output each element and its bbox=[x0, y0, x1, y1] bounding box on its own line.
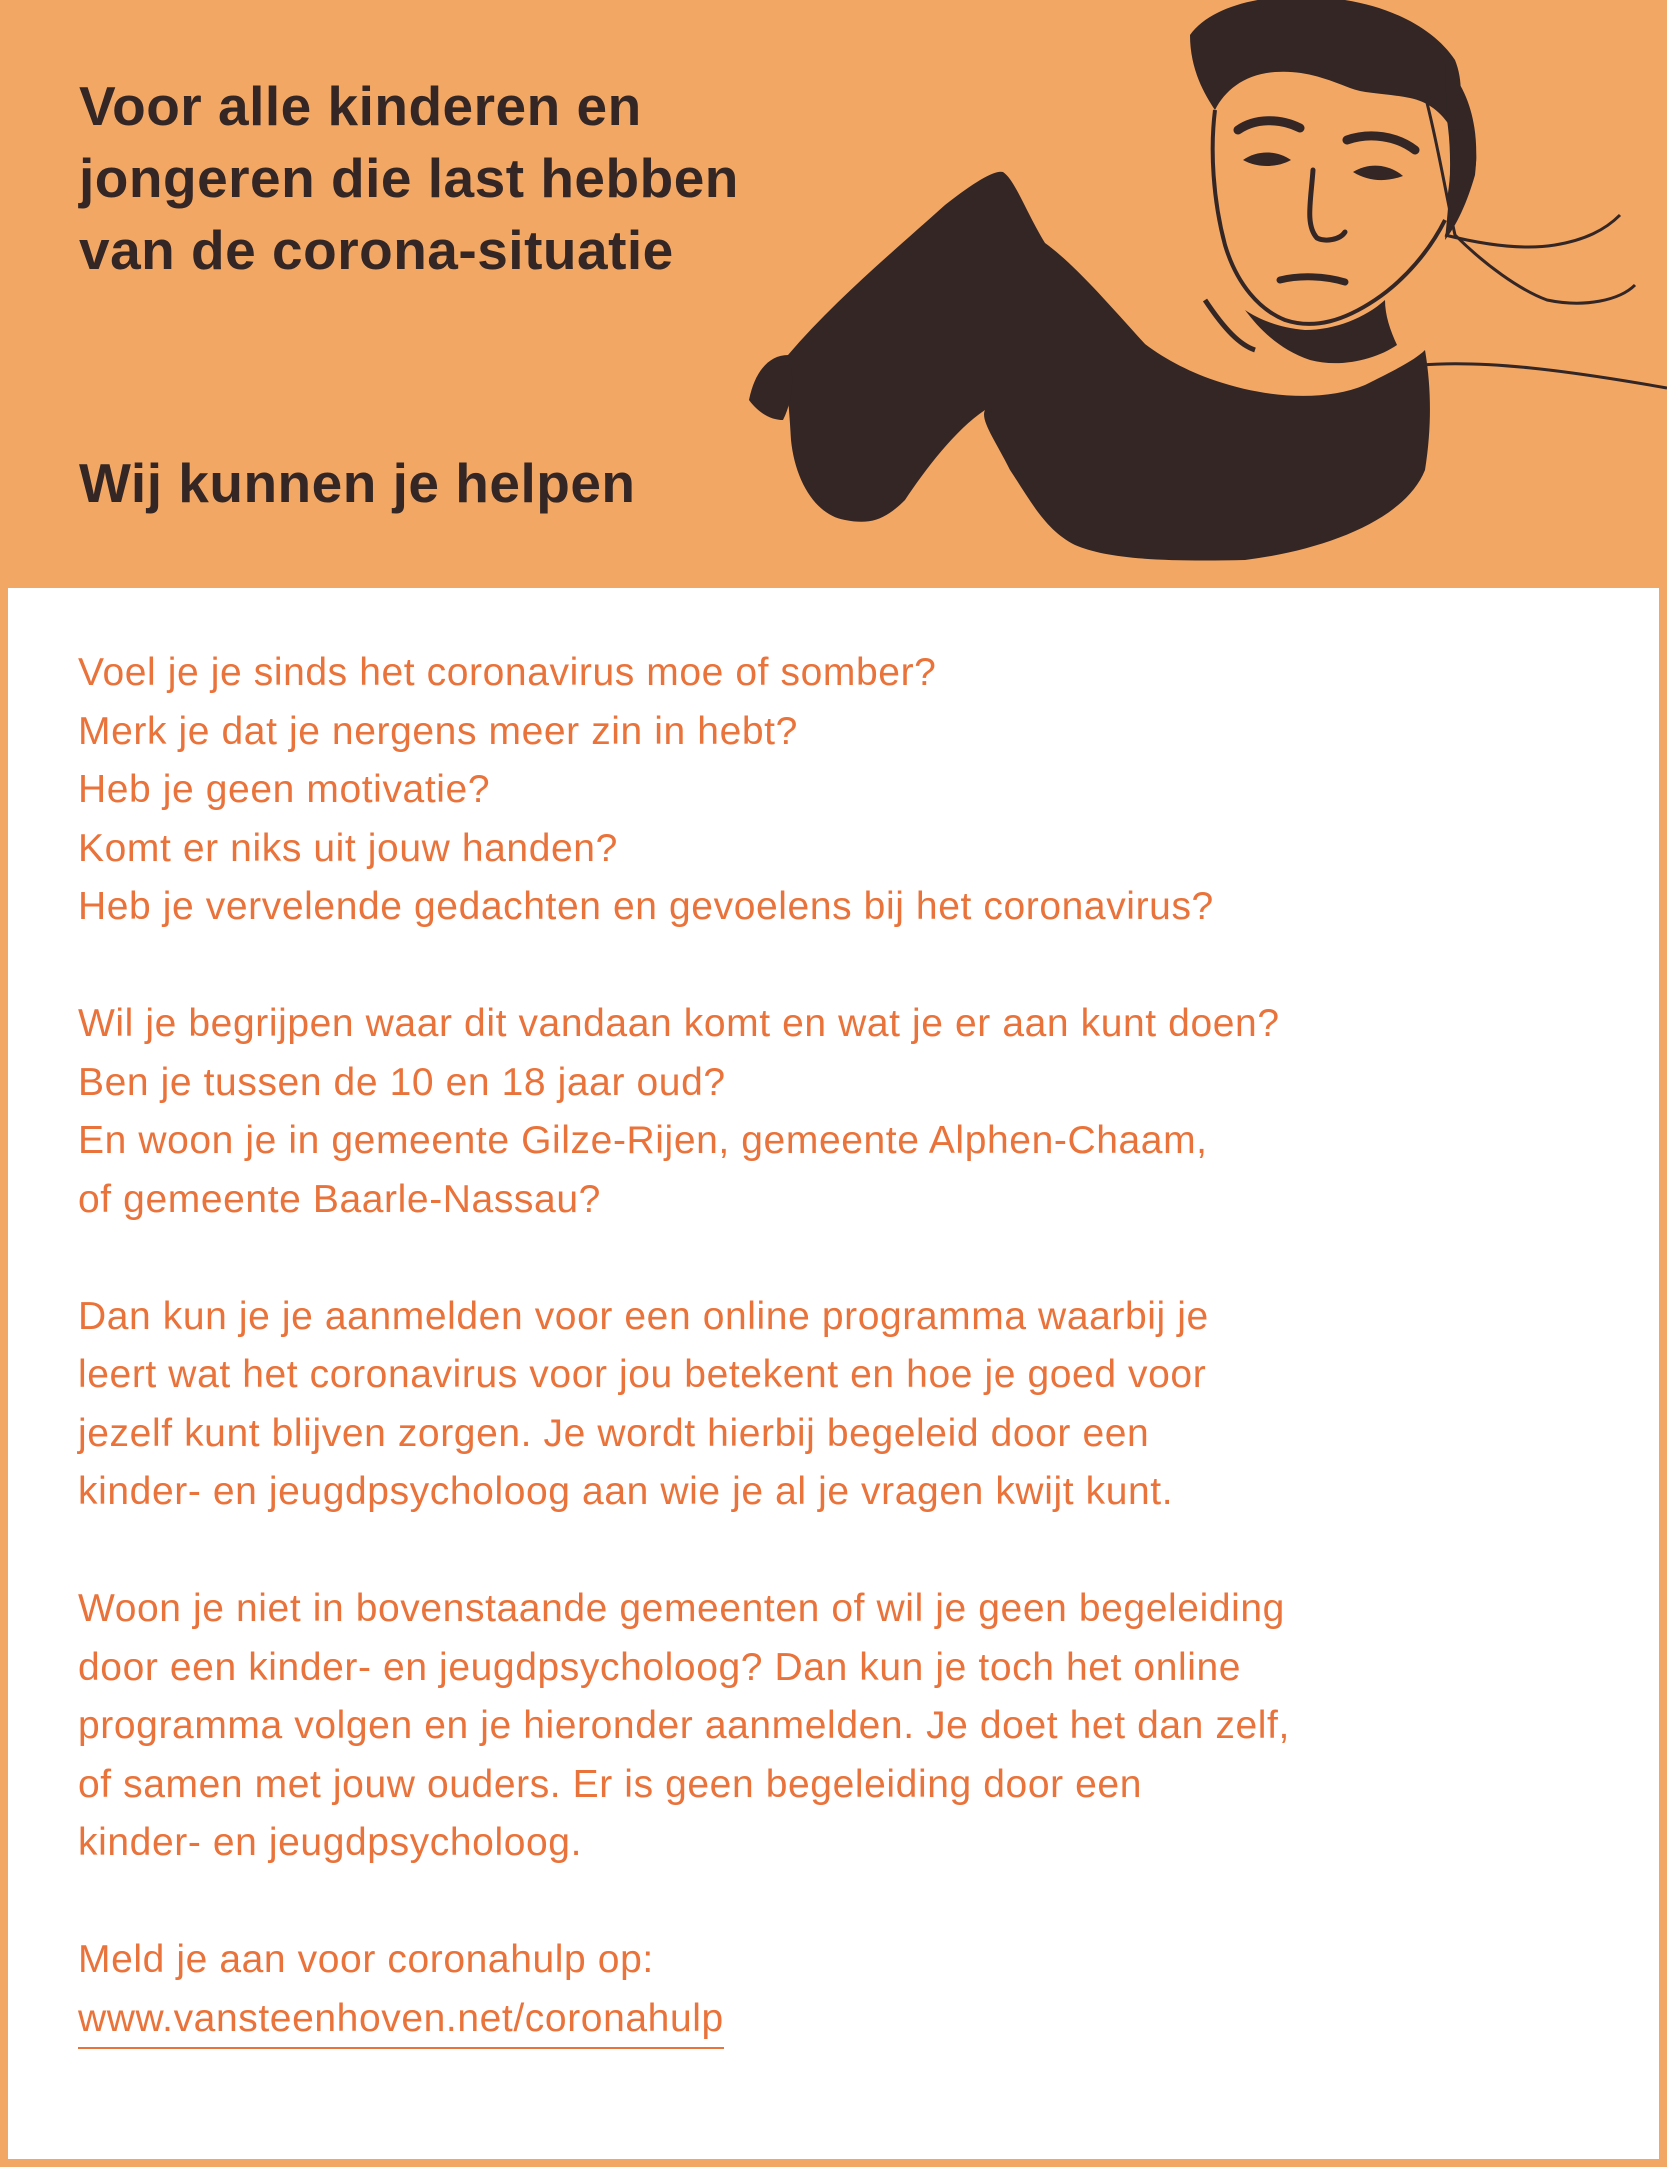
paragraph-gap bbox=[78, 1522, 1598, 1581]
eligibility-line: En woon je in gemeente Gilze-Rijen, gemeente Alphen-Chaam, bbox=[78, 1119, 1208, 1162]
question-line: Merk je dat je nergens meer zin in hebt? bbox=[78, 709, 798, 753]
program-line: Dan kun je je aanmelden voor een online programma waarbij je bbox=[78, 1294, 1209, 1338]
alternative-line: kinder- en jeugdpsycholoog. bbox=[78, 1821, 583, 1864]
subheadline: Wij kunnen je helpen bbox=[79, 452, 636, 514]
program-line: leert wat het coronavirus voor jou betekent en hoe je goed voor bbox=[78, 1353, 1207, 1396]
header-band bbox=[0, 0, 1667, 588]
question-line: Voel je je sinds het coronavirus moe of somber? bbox=[78, 651, 937, 694]
question-line: Heb je geen motivatie? bbox=[78, 768, 491, 811]
question-line: Heb je vervelende gedachten en gevoelens bij het coronavirus? bbox=[78, 885, 1214, 928]
eligibility-line: of gemeente Baarle-Nassau? bbox=[78, 1177, 601, 1221]
paragraph-gap bbox=[78, 937, 1598, 996]
content-panel bbox=[8, 588, 1659, 2159]
program-line: jezelf kunt blijven zorgen. Je wordt hierbij begeleid door een bbox=[78, 1411, 1150, 1455]
paragraph-gap bbox=[78, 1229, 1598, 1288]
signup-link[interactable]: www.vansteenhoven.net/coronahulp bbox=[78, 1991, 724, 2049]
eligibility-line: Wil je begrijpen waar dit vandaan komt en wat je er aan kunt doen? bbox=[78, 1002, 1280, 1045]
alternative-line: programma volgen en je hieronder aanmelden. Je doet het dan zelf, bbox=[78, 1704, 1290, 1747]
eligibility-line: Ben je tussen de 10 en 18 jaar oud? bbox=[78, 1060, 726, 1104]
alternative-line: door een kinder- en jeugdpsycholoog? Dan kun je toch het online bbox=[78, 1645, 1242, 1689]
teen-portrait-illustration bbox=[685, 0, 1667, 588]
headline-line: van de corona-situatie bbox=[79, 219, 674, 281]
alternative-line: Woon je niet in bovenstaande gemeenten of wil je geen begeleiding bbox=[78, 1587, 1285, 1630]
signup-label: Meld je aan voor coronahulp op: bbox=[78, 1938, 654, 1981]
headline bbox=[79, 70, 739, 286]
paragraph-gap bbox=[78, 1873, 1598, 1932]
question-line: Komt er niks uit jouw handen? bbox=[78, 826, 618, 870]
alternative-line: of samen met jouw ouders. Er is geen begeleiding door een bbox=[78, 1762, 1143, 1806]
headline-line: Voor alle kinderen en bbox=[79, 75, 642, 137]
body-copy bbox=[78, 644, 1598, 2049]
headline-line: jongeren die last hebben bbox=[79, 147, 739, 209]
program-line: kinder- en jeugdpsycholoog aan wie je al je vragen kwijt kunt. bbox=[78, 1470, 1174, 1513]
